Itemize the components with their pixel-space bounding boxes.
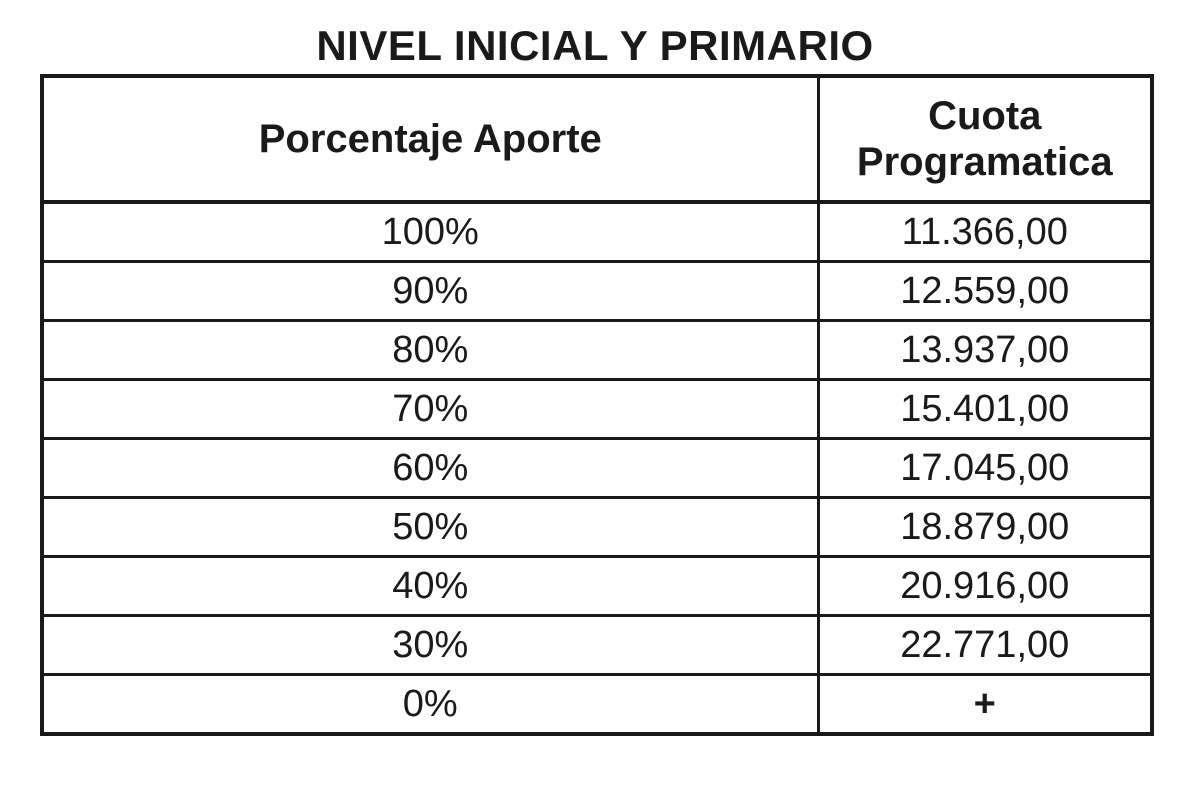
table-row (42, 557, 1152, 616)
fee-cell: 20.916,00 (818, 557, 1152, 616)
header-cuota-line1: Cuota (928, 94, 1042, 138)
percent-cell: 80% (42, 321, 818, 380)
fee-cell: 12.559,00 (818, 262, 1152, 321)
header-porcentaje-aporte: Porcentaje Aporte (42, 76, 818, 202)
fee-cell: 15.401,00 (818, 380, 1152, 439)
table-row (42, 616, 1152, 675)
table-row (42, 675, 1152, 735)
fee-cell: + (818, 675, 1152, 735)
percent-cell: 70% (42, 380, 818, 439)
page-title: NIVEL INICIAL Y PRIMARIO (316, 22, 874, 69)
fee-cell: 13.937,00 (818, 321, 1152, 380)
table-row (42, 262, 1152, 321)
percent-cell: 40% (42, 557, 818, 616)
table-row (42, 439, 1152, 498)
percent-cell: 30% (42, 616, 818, 675)
fee-cell: 18.879,00 (818, 498, 1152, 557)
table-row (42, 498, 1152, 557)
table-row (42, 380, 1152, 439)
fee-cell: 11.366,00 (818, 202, 1152, 262)
percent-cell: 90% (42, 262, 818, 321)
percent-cell: 0% (42, 675, 818, 735)
percent-cell: 60% (42, 439, 818, 498)
fee-table (40, 74, 1154, 736)
fee-cell: 22.771,00 (818, 616, 1152, 675)
fee-cell: 17.045,00 (818, 439, 1152, 498)
header-cuota-line2: Programatica (856, 140, 1113, 184)
percent-cell: 50% (42, 498, 818, 557)
header-cuota-programatica (818, 76, 1152, 202)
table-row (42, 321, 1152, 380)
table-header-row (42, 76, 1152, 202)
percent-cell: 100% (42, 202, 818, 262)
table-row (42, 202, 1152, 262)
